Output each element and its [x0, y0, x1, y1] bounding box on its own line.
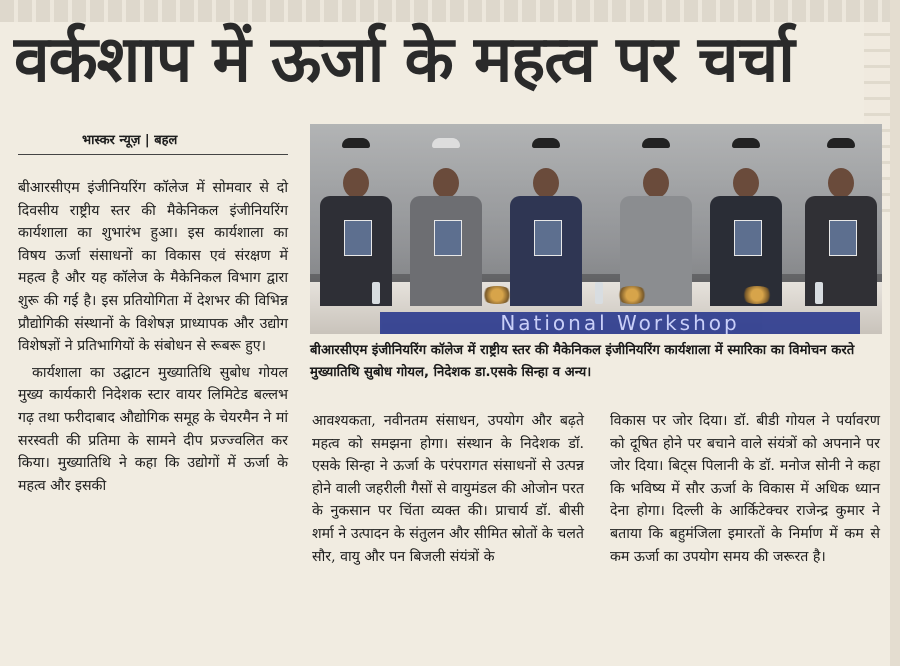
event-photo — [310, 124, 882, 334]
person-5 — [710, 168, 782, 306]
byline-rule — [18, 154, 288, 155]
paragraph-4: विकास पर जोर दिया। डॉ. बीडी गोयल ने पर्यावरण को दूषित होने पर बचाने वाले संयंत्रों को अपनाने पर जोर दिया। बिट्स पिलानी के डॉ. मनोज सोनी ने कहा कि भविष्य में सौर ऊर्जा के विकास में अधिक ध्यान देना होगा। दिल्ली के आर्किटेक्चर राजेन्द्र कुमार ने बताया कि बहुमंजिला इमारतों के निर्माण में कम से कम ऊर्जा का उपयोग समय की जरूरत है। — [610, 413, 880, 565]
headline: वर्कशाप में ऊर्जा के महत्व पर चर्चा — [14, 23, 794, 97]
article-column-2 — [312, 410, 584, 568]
paragraph-2: कार्यशाला का उद्घाटन मुख्यातिथि सुबोध गोयल मुख्य कार्यकारी निदेशक स्टार वायर लिमिटेड बल्लभ गढ़ तथा फरीदाबाद औद्योगिक समूह के चेयरमैन ने मां सरस्वती की प्रतिमा के सामने दीप प्रज्ज्वलित कर किया। मुख्यातिथि ने कहा कि उद्योगों में ऊर्जा के महत्व और इसकी — [18, 364, 288, 494]
article-column-3 — [610, 410, 880, 568]
person-1 — [320, 168, 392, 306]
article-column-1 — [18, 177, 288, 497]
paragraph-3: आवश्यकता, नवीनतम संसाधन, उपयोग और बढ़ते महत्व को समझना होगा। संस्थान के निदेशक डॉ. एसके सिन्हा ने ऊर्जा के परंपरागत संसाधनों से उत्पन्न होने वाली जहरीली गैसों से वायुमंडल की ओजोन परत के नुकसान पर चिंता व्यक्त की। प्राचार्य डॉ. बीसी शर्मा ने उत्पादन के संतुलन और सीमित स्रोतों के चलते सौर, वायु और पन बिजली संयंत्रों के — [312, 413, 584, 565]
photo-backdrop — [310, 124, 882, 274]
water-bottle — [595, 282, 603, 304]
water-bottle — [372, 282, 380, 304]
byline: भास्कर न्यूज़ | बहल — [82, 133, 178, 148]
flower-bouquet — [615, 286, 649, 304]
flower-bouquet — [740, 286, 774, 304]
water-bottle — [815, 282, 823, 304]
flower-bouquet — [480, 286, 514, 304]
person-3 — [510, 168, 582, 306]
clipping-edge — [890, 0, 900, 666]
workshop-banner: National Workshop — [380, 312, 860, 334]
person-2 — [410, 168, 482, 306]
photo-caption: बीआरसीएम इंजीनियरिंग कॉलेज में राष्ट्रीय स्तर की मैकेनिकल इंजीनियरिंग कार्यशाला में स्मारिका का विमोचन करते मुख्यातिथि सुबोध गोयल, निदेशक डा.एसके सिन्हा व अन्य। — [310, 343, 855, 380]
paragraph-1: बीआरसीएम इंजीनियरिंग कॉलेज में सोमवार से दो दिवसीय राष्ट्रीय स्तर की मैकेनिकल इंजीनियरिंग कार्यशाला का शुभारंभ हुआ। इस कार्यशाला का विषय ऊर्जा संसाधनों का विकास एवं संरक्षण में महत्व है और यह कॉलेज के मैकेनिकल विभाग द्वारा शुरू की गई है। इस प्रतियोगिता में देशभर की विभिन्न प्रौद्योगिकी संस्थानों के विशेषज्ञ प्राध्यापक और उद्योग विशेषज्ञों ने प्रतिभागियों के संबोधन से रूबरू हुए। — [18, 180, 288, 355]
